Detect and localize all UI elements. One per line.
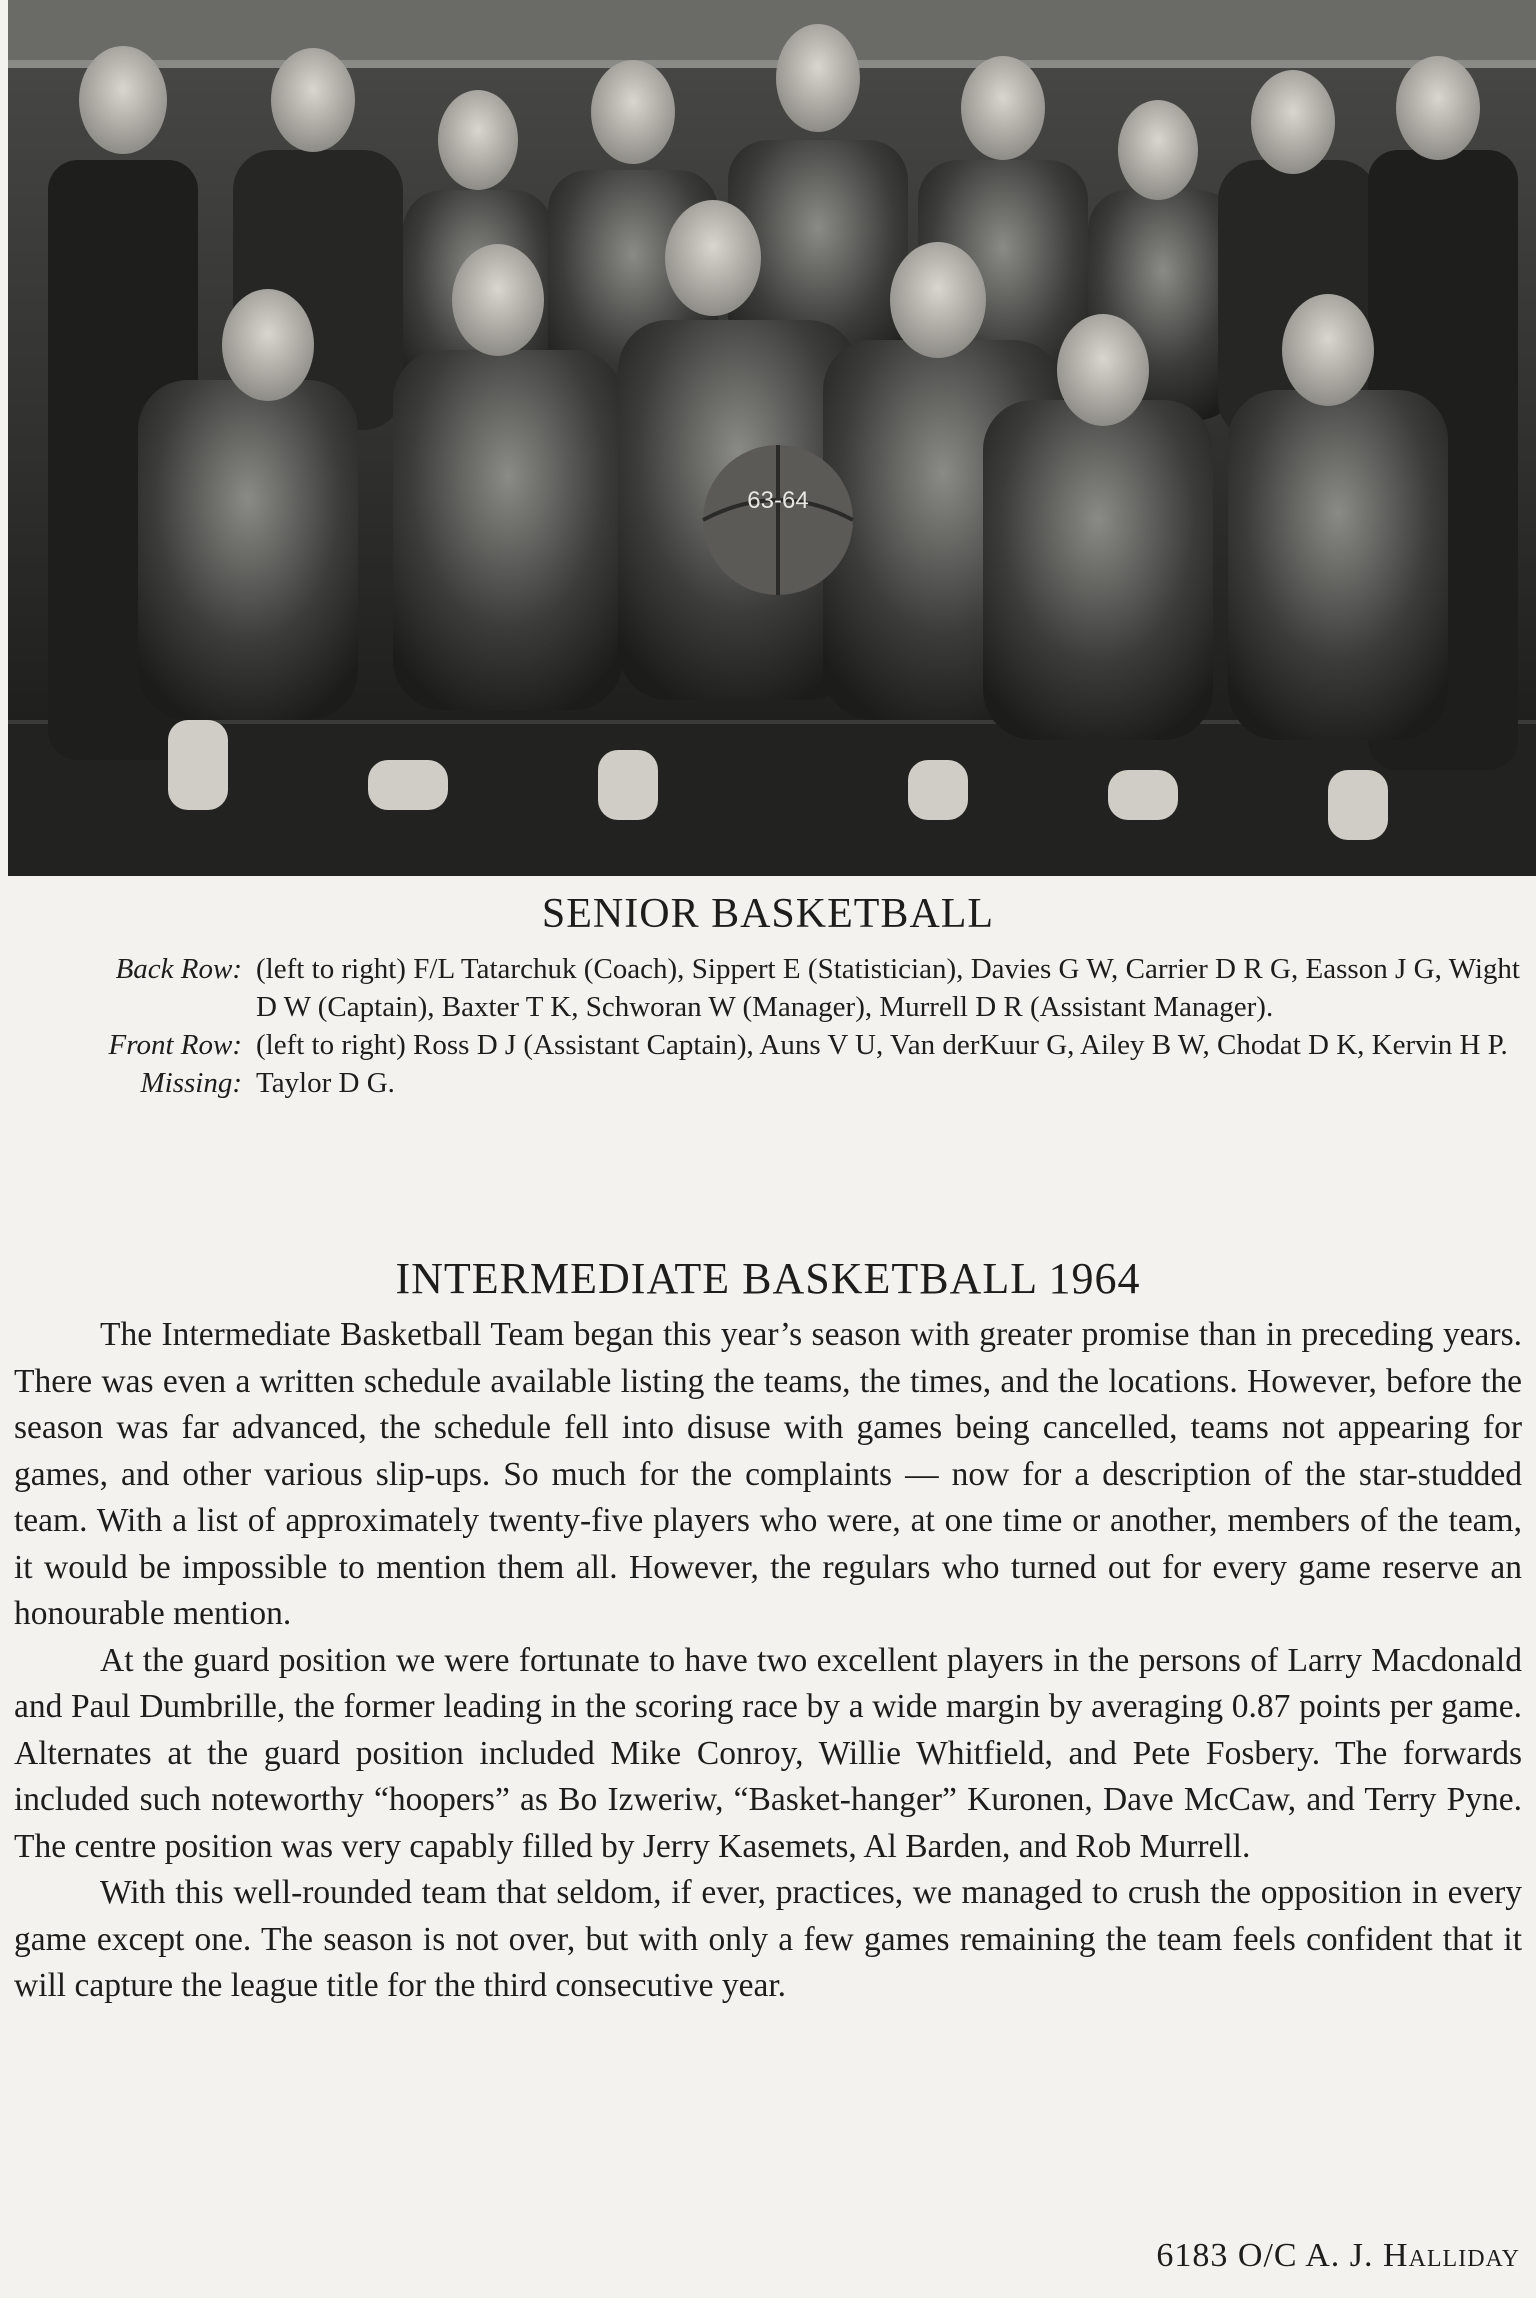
intermediate-basketball-title: INTERMEDIATE BASKETBALL 1964 [395, 1254, 1141, 1303]
basketball [703, 445, 853, 595]
roster-text: (left to right) F/L Tatarchuk (Coach), Sippert E (Statistician), Davies G W, Carrier D R G, Easson J G, Wight D W (Captain), Baxter T K, Schworan W (Manager), Murrell D R (Assistant Manager). [256, 953, 1520, 1023]
basketball-label: 63-64 [747, 487, 809, 514]
roster-label: Back Row: [115, 953, 242, 985]
author-signature: 6183 O/C A. J. Halliday [1156, 2237, 1520, 2274]
roster-row-front [40, 1026, 1520, 1064]
roster-label: Front Row: [108, 1029, 242, 1061]
article-paragraph: With this well-rounded team that seldom, if ever, practices, we managed to crush the opposition in every game except one. The season is not over, but with only a few games remaining the team feels confident that it will capture the league title for the third consecutive year. [14, 1874, 1522, 2004]
roster-text: (left to right) Ross D J (Assistant Captain), Auns V U, Van derKuur G, Ailey B W, Chodat D K, Kervin H P. [256, 1029, 1508, 1061]
roster-row-missing [40, 1064, 1520, 1102]
article-paragraph: The Intermediate Basketball Team began this year’s season with greater promise than in preceding years. There was even a written schedule available listing the teams, the times, and the locations. However, before the season was far advanced, the schedule fell into disuse with games being cancelled, teams not appearing for games, and other various slip-ups. So much for the complaints — now for a description of the star-studded team. With a list of approximately twenty-five players who were, at one time or another, members of the team, it would be impossible to mention them all. However, the regulars who turned out for every game reserve an honourable mention. [14, 1316, 1522, 1632]
team-photo [8, 0, 1536, 876]
roster-label: Missing: [140, 1067, 242, 1099]
article-paragraph: At the guard position we were fortunate to have two excellent players in the persons of Larry Macdonald and Paul Dumbrille, the former leading in the scoring race by a wide margin by averaging 0.87 points per game. Alternates at the guard position included Mike Conroy, Willie Whitfield, and Pete Fosbery. The forwards included such noteworthy “hoopers” as Bo Izweriw, “Basket-hanger” Kuronen, Dave McCaw, and Terry Pyne. The centre position was very capably filled by Jerry Kasemets, Al Barden, and Rob Murrell. [14, 1641, 1522, 1865]
team-photo-illustration [8, 0, 1536, 876]
senior-basketball-title: SENIOR BASKETBALL [541, 891, 995, 937]
roster-text: Taylor D G. [256, 1067, 395, 1099]
intermediate-article [14, 1312, 1522, 2010]
senior-roster [40, 950, 1520, 1102]
roster-row-back [40, 950, 1520, 1026]
